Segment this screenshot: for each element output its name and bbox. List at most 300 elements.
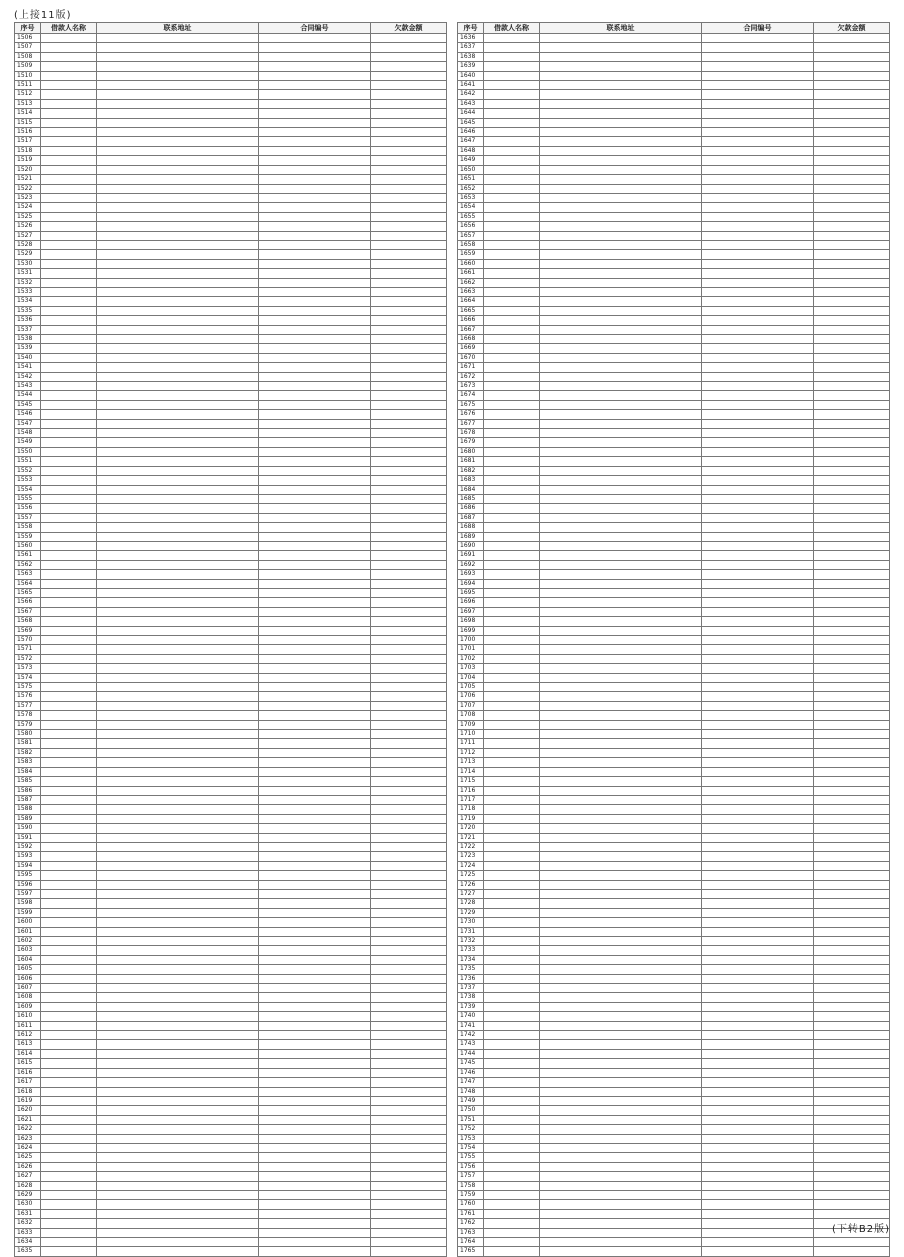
debt-amount [371, 551, 447, 560]
contact-address [540, 287, 702, 296]
borrower-name [41, 1209, 97, 1218]
table-row [458, 598, 890, 607]
table-row [458, 513, 890, 522]
row-number: 1565 [15, 588, 41, 597]
table-row [458, 316, 890, 325]
contract-number [702, 259, 814, 268]
contract-number [259, 269, 371, 278]
contract-number [702, 287, 814, 296]
contact-address [97, 1049, 259, 1058]
contact-address [540, 984, 702, 993]
borrower-name [484, 541, 540, 550]
table-row [15, 1228, 447, 1237]
table-row [458, 1078, 890, 1087]
contact-address [97, 861, 259, 870]
debt-amount [814, 212, 890, 221]
row-number: 1749 [458, 1096, 484, 1105]
table-row [15, 748, 447, 757]
table-row [15, 673, 447, 682]
row-number: 1521 [15, 175, 41, 184]
contact-address [540, 259, 702, 268]
contract-number [702, 90, 814, 99]
contact-address [97, 673, 259, 682]
table-row [15, 739, 447, 748]
contract-number [259, 146, 371, 155]
table-row [458, 1134, 890, 1143]
table-row [15, 240, 447, 249]
table-row [458, 1143, 890, 1152]
borrower-name [484, 1228, 540, 1237]
contract-number [702, 1049, 814, 1058]
table-row [15, 777, 447, 786]
debt-amount [371, 269, 447, 278]
borrower-name [484, 1106, 540, 1115]
debt-amount [814, 269, 890, 278]
contact-address [540, 899, 702, 908]
row-number: 1597 [15, 889, 41, 898]
row-number: 1676 [458, 410, 484, 419]
contract-number [702, 504, 814, 513]
debt-amount [371, 701, 447, 710]
table-row [15, 146, 447, 155]
borrower-name [41, 598, 97, 607]
debt-amount [814, 363, 890, 372]
row-number: 1553 [15, 476, 41, 485]
contact-address [97, 805, 259, 814]
borrower-name [484, 739, 540, 748]
row-number: 1548 [15, 429, 41, 438]
row-number: 1700 [458, 636, 484, 645]
contract-number [259, 382, 371, 391]
contact-address [97, 833, 259, 842]
table-row [15, 1162, 447, 1171]
table-row [458, 937, 890, 946]
contact-address [540, 353, 702, 362]
borrower-name [41, 1087, 97, 1096]
borrower-name [484, 767, 540, 776]
borrower-name [41, 1106, 97, 1115]
row-number: 1605 [15, 965, 41, 974]
contact-address [540, 306, 702, 315]
debt-amount [814, 1181, 890, 1190]
borrower-name [484, 786, 540, 795]
row-number: 1577 [15, 701, 41, 710]
contact-address [97, 1209, 259, 1218]
borrower-name [41, 476, 97, 485]
contact-address [540, 1049, 702, 1058]
row-number: 1659 [458, 250, 484, 259]
contract-number [702, 419, 814, 428]
row-number: 1518 [15, 146, 41, 155]
row-number: 1609 [15, 1002, 41, 1011]
contract-number [259, 128, 371, 137]
contact-address [540, 128, 702, 137]
contact-address [97, 739, 259, 748]
debt-amount [371, 1125, 447, 1134]
contact-address [540, 34, 702, 43]
table-row [15, 1190, 447, 1199]
row-number: 1647 [458, 137, 484, 146]
contact-address [97, 457, 259, 466]
table-row [15, 965, 447, 974]
contract-number [702, 231, 814, 240]
borrower-name [484, 814, 540, 823]
borrower-name [484, 1219, 540, 1228]
debt-amount [814, 1153, 890, 1162]
contract-number [702, 438, 814, 447]
contact-address [540, 1002, 702, 1011]
row-number: 1570 [15, 636, 41, 645]
contact-address [97, 165, 259, 174]
debt-amount [814, 391, 890, 400]
contract-number [702, 758, 814, 767]
borrower-name [484, 457, 540, 466]
table-row [15, 570, 447, 579]
contact-address [540, 852, 702, 861]
contract-number [259, 570, 371, 579]
table-row [458, 504, 890, 513]
row-number: 1614 [15, 1049, 41, 1058]
contact-address [540, 824, 702, 833]
contract-number [259, 805, 371, 814]
debt-amount [371, 899, 447, 908]
contract-number [259, 861, 371, 870]
borrower-name [41, 993, 97, 1002]
borrower-name [41, 636, 97, 645]
debt-amount [371, 99, 447, 108]
contact-address [97, 297, 259, 306]
row-number: 1520 [15, 165, 41, 174]
contract-number [259, 250, 371, 259]
row-number: 1682 [458, 466, 484, 475]
contract-number [259, 476, 371, 485]
debt-amount [371, 476, 447, 485]
contract-number [259, 109, 371, 118]
debt-amount [814, 137, 890, 146]
borrower-name [484, 250, 540, 259]
contact-address [540, 62, 702, 71]
row-number: 1616 [15, 1068, 41, 1077]
row-number: 1617 [15, 1078, 41, 1087]
table-row [458, 692, 890, 701]
row-number: 1509 [15, 62, 41, 71]
contract-number [702, 654, 814, 663]
borrower-name [41, 250, 97, 259]
table-row [15, 128, 447, 137]
contract-number [259, 1106, 371, 1115]
contract-number [702, 52, 814, 61]
contact-address [97, 683, 259, 692]
borrower-name [484, 1238, 540, 1247]
row-number: 1762 [458, 1219, 484, 1228]
contract-number [259, 541, 371, 550]
borrower-name [484, 880, 540, 889]
table-row [458, 325, 890, 334]
contact-address [97, 598, 259, 607]
table-row [458, 1238, 890, 1247]
contract-number [702, 363, 814, 372]
table-row [15, 579, 447, 588]
table-row [15, 636, 447, 645]
contact-address [540, 118, 702, 127]
row-number: 1703 [458, 664, 484, 673]
borrower-name [41, 1078, 97, 1087]
borrower-name [484, 1049, 540, 1058]
debt-amount [371, 466, 447, 475]
row-number: 1598 [15, 899, 41, 908]
debt-amount [371, 880, 447, 889]
borrower-name [41, 692, 97, 701]
row-number: 1679 [458, 438, 484, 447]
contract-number [702, 1002, 814, 1011]
row-number: 1515 [15, 118, 41, 127]
row-number: 1588 [15, 805, 41, 814]
contract-number [702, 1059, 814, 1068]
table-row [458, 730, 890, 739]
row-number: 1738 [458, 993, 484, 1002]
table-row [15, 626, 447, 635]
table-row [15, 1012, 447, 1021]
contact-address [97, 325, 259, 334]
table-row [458, 767, 890, 776]
row-number: 1551 [15, 457, 41, 466]
borrower-name [484, 748, 540, 757]
row-number: 1719 [458, 814, 484, 823]
contact-address [540, 1106, 702, 1115]
contact-address [540, 523, 702, 532]
contract-number [702, 777, 814, 786]
table-row [15, 1238, 447, 1247]
row-number: 1573 [15, 664, 41, 673]
contract-number [259, 137, 371, 146]
borrower-name [41, 156, 97, 165]
borrower-name [41, 1247, 97, 1256]
contract-number [702, 1012, 814, 1021]
row-number: 1695 [458, 588, 484, 597]
row-number: 1680 [458, 447, 484, 456]
table-row [15, 193, 447, 202]
contract-number [259, 429, 371, 438]
table-row [458, 137, 890, 146]
debt-amount [814, 927, 890, 936]
contract-number [259, 118, 371, 127]
row-number: 1622 [15, 1125, 41, 1134]
contract-number [702, 297, 814, 306]
debt-amount [371, 777, 447, 786]
contract-number [259, 34, 371, 43]
table-row [458, 777, 890, 786]
borrower-name [41, 626, 97, 635]
debt-amount [814, 871, 890, 880]
debt-amount [814, 984, 890, 993]
row-number: 1628 [15, 1181, 41, 1190]
contract-number [259, 1125, 371, 1134]
header-no: 序号 [458, 23, 484, 34]
contract-number [259, 664, 371, 673]
borrower-name [41, 240, 97, 249]
row-number: 1528 [15, 240, 41, 249]
debt-amount [814, 222, 890, 231]
borrower-name [484, 419, 540, 428]
contact-address [97, 128, 259, 137]
contact-address [540, 880, 702, 889]
debt-amount [371, 259, 447, 268]
row-number: 1723 [458, 852, 484, 861]
contract-number [702, 193, 814, 202]
table-row [15, 720, 447, 729]
table-row [15, 1153, 447, 1162]
debt-amount [814, 748, 890, 757]
contact-address [97, 278, 259, 287]
debt-amount [814, 306, 890, 315]
row-number: 1516 [15, 128, 41, 137]
contract-number [702, 739, 814, 748]
contract-number [702, 203, 814, 212]
table-row [15, 137, 447, 146]
borrower-name [41, 748, 97, 757]
table-row [458, 748, 890, 757]
borrower-name [41, 391, 97, 400]
row-number: 1537 [15, 325, 41, 334]
contact-address [540, 429, 702, 438]
contact-address [540, 1238, 702, 1247]
row-number: 1759 [458, 1190, 484, 1199]
contact-address [97, 541, 259, 550]
contact-address [540, 391, 702, 400]
row-number: 1730 [458, 918, 484, 927]
borrower-name [484, 1181, 540, 1190]
debt-amount [371, 447, 447, 456]
table-row [15, 654, 447, 663]
table-row [15, 918, 447, 927]
borrower-name [41, 494, 97, 503]
debt-amount [814, 175, 890, 184]
contact-address [540, 730, 702, 739]
debt-amount [371, 1078, 447, 1087]
contact-address [540, 560, 702, 569]
table-row [458, 532, 890, 541]
table-row [458, 1106, 890, 1115]
borrower-name [41, 730, 97, 739]
borrower-name [41, 306, 97, 315]
row-number: 1602 [15, 937, 41, 946]
contact-address [540, 1068, 702, 1077]
contact-address [540, 1134, 702, 1143]
row-number: 1729 [458, 908, 484, 917]
borrower-name [41, 1190, 97, 1199]
contact-address [97, 1031, 259, 1040]
contract-number [702, 842, 814, 851]
table-row [458, 607, 890, 616]
table-row [15, 1115, 447, 1124]
contract-number [259, 918, 371, 927]
borrower-name [41, 165, 97, 174]
debt-amount [371, 1162, 447, 1171]
contract-number [702, 156, 814, 165]
borrower-name [41, 1021, 97, 1030]
debt-amount [371, 513, 447, 522]
table-row [15, 984, 447, 993]
contact-address [97, 965, 259, 974]
table-row [458, 1219, 890, 1228]
contract-number [259, 1143, 371, 1152]
borrower-name [484, 400, 540, 409]
row-number: 1712 [458, 748, 484, 757]
debt-amount [371, 391, 447, 400]
row-number: 1731 [458, 927, 484, 936]
row-number: 1642 [458, 90, 484, 99]
contact-address [97, 1078, 259, 1087]
row-number: 1698 [458, 617, 484, 626]
row-number: 1584 [15, 767, 41, 776]
borrower-name [484, 974, 540, 983]
row-number: 1760 [458, 1200, 484, 1209]
debt-amount [814, 833, 890, 842]
borrower-name [41, 504, 97, 513]
row-number: 1747 [458, 1078, 484, 1087]
row-number: 1701 [458, 645, 484, 654]
debt-amount [371, 607, 447, 616]
row-number: 1724 [458, 861, 484, 870]
borrower-name [41, 701, 97, 710]
table-row [15, 1181, 447, 1190]
row-number: 1669 [458, 344, 484, 353]
borrower-name [484, 240, 540, 249]
contract-number [259, 814, 371, 823]
contact-address [97, 1143, 259, 1152]
row-number: 1728 [458, 899, 484, 908]
debt-amount [814, 1134, 890, 1143]
borrower-name [41, 937, 97, 946]
debt-amount [371, 193, 447, 202]
debt-amount [814, 579, 890, 588]
debt-amount [814, 560, 890, 569]
borrower-name [41, 560, 97, 569]
table-row [458, 1096, 890, 1105]
borrower-name [41, 1162, 97, 1171]
row-number: 1704 [458, 673, 484, 682]
borrower-name [484, 570, 540, 579]
contract-number [259, 758, 371, 767]
row-number: 1753 [458, 1134, 484, 1143]
borrower-name [484, 523, 540, 532]
contact-address [540, 1219, 702, 1228]
contract-number [259, 1068, 371, 1077]
row-number: 1763 [458, 1228, 484, 1237]
contract-number [259, 165, 371, 174]
contact-address [540, 71, 702, 80]
borrower-name [41, 1200, 97, 1209]
contact-address [97, 692, 259, 701]
debt-amount [371, 617, 447, 626]
debt-amount [814, 240, 890, 249]
contract-number [702, 62, 814, 71]
table-row [458, 1125, 890, 1134]
contact-address [97, 795, 259, 804]
row-number: 1612 [15, 1031, 41, 1040]
table-row [15, 250, 447, 259]
debt-amount [371, 560, 447, 569]
borrower-name [41, 1012, 97, 1021]
contact-address [97, 767, 259, 776]
debt-amount [814, 118, 890, 127]
contract-number [259, 175, 371, 184]
debt-amount [371, 382, 447, 391]
contact-address [540, 1096, 702, 1105]
debt-amount [371, 156, 447, 165]
row-number: 1556 [15, 504, 41, 513]
contact-address [540, 701, 702, 710]
